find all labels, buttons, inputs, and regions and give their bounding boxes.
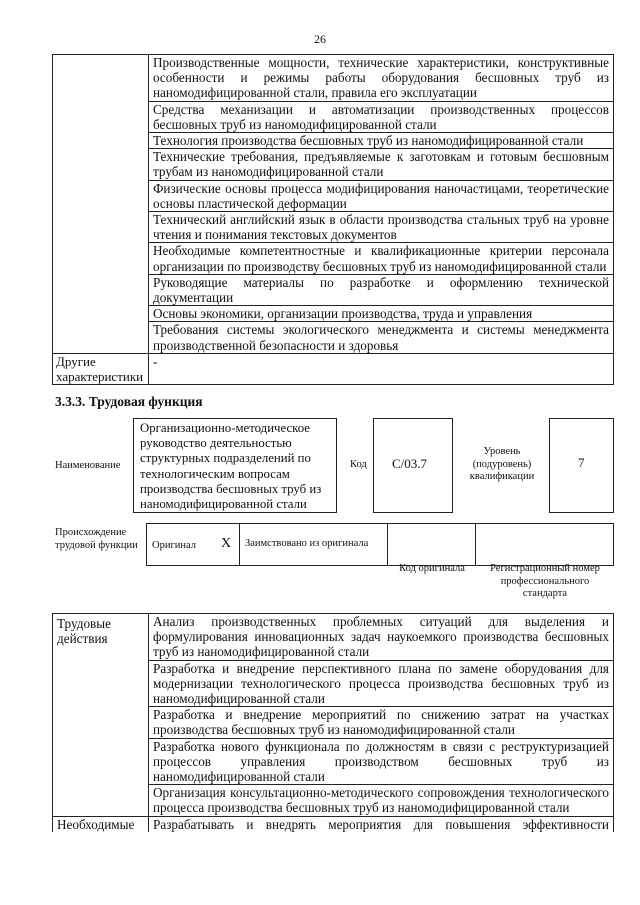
skills-label: Необходимые <box>53 816 149 832</box>
page-number: 26 <box>314 32 326 46</box>
labor-action-item: Разработка нового функционала по должностям в связи с реструктуризацией процессов управления производством бесшовных труб из наномодифицированной стали <box>149 738 614 785</box>
table-row <box>53 614 614 661</box>
origin-label: Происхождение трудовой функции <box>55 527 138 551</box>
other-characteristics-label: Другие характеристики <box>53 353 149 384</box>
knowledge-item: Производственные мощности, технические характеристики, конструктивные особенности и режимы работы оборудования бесшовных труб из наномодифицированной стали, правила его эксплуатации <box>149 55 614 102</box>
function-code-box: C/03.7 <box>373 418 453 513</box>
knowledge-item: Технология производства бесшовных труб из наномодифицированной стали <box>149 133 614 149</box>
knowledge-item: Средства механизации и автоматизации производственных процессов бесшовных труб из наномодифицированной стали <box>149 101 614 132</box>
code-label: Код <box>350 459 367 470</box>
knowledge-item: Требования системы экологического менеджмента и системы менеджмента производственной безопасности и здоровья <box>149 322 614 353</box>
labor-actions-table <box>52 613 614 832</box>
skills-first-item: Разрабатывать и внедрять мероприятия для повышения эффективности <box>149 816 614 832</box>
knowledge-item: Необходимые компетентностные и квалификационные критерии персонала организации по производству бесшовных труб из наномодифицированной стали <box>149 243 614 274</box>
knowledge-item: Основы экономики, организации производства, труда и управления <box>149 306 614 322</box>
registration-caption: Регистрационный номер профессионального стандарта <box>490 563 600 599</box>
level-label: Уровень (подуровень) квалификации <box>469 446 535 482</box>
original-code-box <box>387 523 476 566</box>
section-heading: 3.3.3. Трудовая функция <box>55 394 203 409</box>
name-label: Наименование <box>55 460 121 471</box>
registration-box <box>475 523 614 566</box>
original-label: Оригинал <box>152 540 196 551</box>
table-row <box>53 55 614 102</box>
knowledge-item: Технические требования, предъявляемые к заготовкам и готовым бесшовным трубам из наномодифицированной стали <box>149 149 614 180</box>
knowledge-item: Физические основы процесса модифицирования наночастицами, теоретические основы пластической деформации <box>149 180 614 211</box>
labor-actions-label: Трудовые действия <box>53 614 149 817</box>
borrowed-label: Заимствовано из оригинала <box>245 538 369 549</box>
other-characteristics-value: - <box>149 353 614 384</box>
table-row <box>53 816 614 832</box>
original-code-caption: Код оригинала <box>399 563 465 574</box>
knowledge-item: Руководящие материалы по разработке и оформлению технической документации <box>149 274 614 305</box>
knowledge-table <box>52 54 614 385</box>
knowledge-label-cell <box>53 55 149 354</box>
original-mark: X <box>221 536 232 551</box>
labor-action-item: Организация консультационно-методического сопровождения технологического процесса производства бесшовных труб из наномодифицированной стали <box>149 785 614 816</box>
labor-action-item: Разработка и внедрение перспективного плана по замене оборудования для модернизации технологического процесса производства бесшовных труб из наномодифицированной стали <box>149 660 614 707</box>
function-name-box: Организационно-методическое руководство деятельностью структурных подразделений по технологическим вопросам производства бесшовных труб из наномодифицированной стали <box>133 418 337 513</box>
level-box: 7 <box>549 418 614 513</box>
labor-action-item: Анализ производственных проблемных ситуаций для выделения и формулирования инновационных задач наукоемкого производства бесшовных труб из наномодифицированной стали <box>149 614 614 661</box>
table-row <box>53 353 614 384</box>
labor-action-item: Разработка и внедрение мероприятий по снижению затрат на участках производства бесшовных труб из наномодифицированной стали <box>149 707 614 738</box>
knowledge-item: Технический английский язык в области производства стальных труб на уровне чтения и понимания текстовых документов <box>149 212 614 243</box>
